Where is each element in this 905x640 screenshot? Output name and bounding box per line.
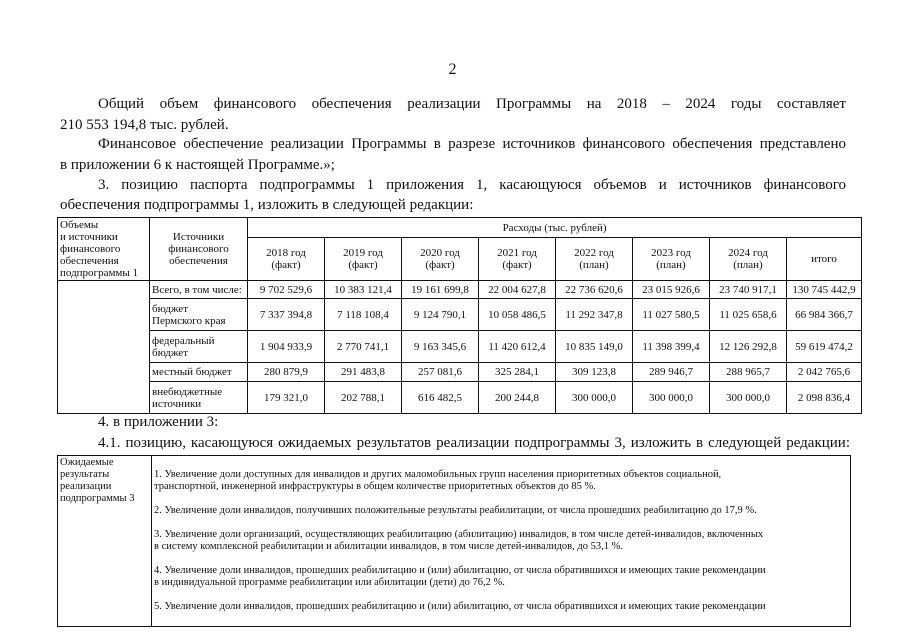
value-cell: 10 058 486,5 bbox=[479, 299, 556, 331]
value-cell: 10 383 121,4 bbox=[325, 281, 402, 299]
column-header: 2023 год (план) bbox=[633, 238, 710, 281]
paragraph-total-funding-line1: Общий объем финансового обеспечения реализации Программы на 2018 – 2024 годы составляет bbox=[98, 96, 846, 112]
value-cell: 59 619 474,2 bbox=[787, 331, 862, 363]
value-cell: 257 081,6 bbox=[402, 363, 479, 382]
value-cell: 300 000,0 bbox=[556, 382, 633, 414]
value-cell: 280 879,9 bbox=[248, 363, 325, 382]
paragraph-item-4-1: 4.1. позицию, касающуюся ожидаемых результатов реализации подпрограммы 3, изложить в следующей редакции: bbox=[98, 435, 850, 451]
value-cell: 300 000,0 bbox=[710, 382, 787, 414]
value-cell: 2 042 765,6 bbox=[787, 363, 862, 382]
value-cell: 22 736 620,6 bbox=[556, 281, 633, 299]
result-item: 3. Увеличение доли организаций, осуществляющих реабилитацию (абилитацию) инвалидов, в том числе детей-инвалидов, включенных в систему комплексной реабилитации и абилитации инвалидов, в том числе детей-инвалидов, до 53,1 %. bbox=[154, 529, 764, 552]
source-label: федеральный бюджет bbox=[150, 331, 248, 363]
value-cell: 11 420 612,4 bbox=[479, 331, 556, 363]
value-cell: 325 284,1 bbox=[479, 363, 556, 382]
paragraph-item-3-line2: обеспечения подпрограммы 1, изложить в следующей редакции: bbox=[60, 197, 474, 213]
paragraph-total-funding-line2: 210 553 194,8 тыс. рублей. bbox=[60, 117, 229, 133]
value-cell: 2 098 836,4 bbox=[787, 382, 862, 414]
table-row bbox=[58, 281, 862, 299]
source-label: местный бюджет bbox=[150, 363, 248, 382]
value-cell: 202 788,1 bbox=[325, 382, 402, 414]
value-cell: 200 244,8 bbox=[479, 382, 556, 414]
finance-table bbox=[57, 217, 862, 414]
value-cell: 300 000,0 bbox=[633, 382, 710, 414]
column-header: 2021 год (факт) bbox=[479, 238, 556, 281]
value-cell: 291 483,8 bbox=[325, 363, 402, 382]
value-cell: 23 740 917,1 bbox=[710, 281, 787, 299]
value-cell: 11 292 347,8 bbox=[556, 299, 633, 331]
paragraph-item-3-line1: 3. позицию паспорта подпрограммы 1 приложения 1, касающуюся объемов и источников финансового bbox=[98, 177, 846, 193]
row-label-cell bbox=[58, 218, 150, 281]
value-cell: 7 337 394,8 bbox=[248, 299, 325, 331]
results-table bbox=[57, 455, 851, 627]
paragraph-funding-sources-line1: Финансовое обеспечение реализации Программы в разрезе источников финансового обеспечения представлено bbox=[98, 136, 846, 152]
value-cell: 288 965,7 bbox=[710, 363, 787, 382]
column-header: 2024 год (план) bbox=[710, 238, 787, 281]
expenses-header: Расходы (тыс. рублей) bbox=[248, 218, 862, 238]
results-label: Ожидаемые результаты реализации подпрограммы 3 bbox=[58, 456, 152, 627]
value-cell: 616 482,5 bbox=[402, 382, 479, 414]
value-cell: 1 904 933,9 bbox=[248, 331, 325, 363]
value-cell: 12 126 292,8 bbox=[710, 331, 787, 363]
value-cell: 130 745 442,9 bbox=[787, 281, 862, 299]
value-cell: 23 015 926,6 bbox=[633, 281, 710, 299]
table-row bbox=[58, 363, 862, 382]
result-item: 4. Увеличение доли инвалидов, прошедших реабилитацию и (или) абилитацию, от числа обратившихся и имеющих такие рекомендации в индивидуальной программе реабилитации или абилитации (дети) до 76,2 %. bbox=[154, 565, 766, 588]
value-cell: 19 161 699,8 bbox=[402, 281, 479, 299]
value-cell: 309 123,8 bbox=[556, 363, 633, 382]
value-cell: 22 004 627,8 bbox=[479, 281, 556, 299]
value-cell: 10 835 149,0 bbox=[556, 331, 633, 363]
source-label: внебюджетные источники bbox=[150, 382, 248, 414]
table-row bbox=[58, 382, 862, 414]
column-header: 2020 год (факт) bbox=[402, 238, 479, 281]
value-cell: 66 984 366,7 bbox=[787, 299, 862, 331]
value-cell: 9 702 529,6 bbox=[248, 281, 325, 299]
source-label: бюджет Пермского края bbox=[150, 299, 248, 331]
paragraph-funding-sources-line2: в приложении 6 к настоящей Программе.»; bbox=[60, 157, 335, 173]
column-header: 2019 год (факт) bbox=[325, 238, 402, 281]
column-header: 2018 год (факт) bbox=[248, 238, 325, 281]
value-cell: 2 770 741,1 bbox=[325, 331, 402, 363]
value-cell: 289 946,7 bbox=[633, 363, 710, 382]
table-row bbox=[58, 331, 862, 363]
paragraph-item-4: 4. в приложении 3: bbox=[98, 414, 219, 430]
table-row bbox=[58, 299, 862, 331]
value-cell: 9 163 345,6 bbox=[402, 331, 479, 363]
value-cell: 11 027 580,5 bbox=[633, 299, 710, 331]
row-label: Объемы и источники финансового обеспечения подпрограммы 1 bbox=[60, 219, 139, 279]
sources-header: Источники финансового обеспечения bbox=[150, 218, 248, 281]
value-cell: 11 398 399,4 bbox=[633, 331, 710, 363]
value-cell: 179 321,0 bbox=[248, 382, 325, 414]
result-item: 5. Увеличение доли инвалидов, прошедших реабилитацию и (или) абилитацию, от числа обратившихся и имеющих такие рекомендации bbox=[154, 601, 766, 612]
result-item: 1. Увеличение доли доступных для инвалидов и других маломобильных групп населения приоритетных объектов социальной, транспортной, инженерной инфраструктуры в общем количестве приоритетных объектов до 85 %. bbox=[154, 469, 722, 492]
value-cell: 7 118 108,4 bbox=[325, 299, 402, 331]
column-header: 2022 год (план) bbox=[556, 238, 633, 281]
page-number: 2 bbox=[448, 61, 457, 78]
source-label: Всего, в том числе: bbox=[150, 281, 248, 299]
column-header: итого bbox=[787, 238, 862, 281]
value-cell: 11 025 658,6 bbox=[710, 299, 787, 331]
results-list bbox=[152, 456, 851, 627]
value-cell: 9 124 790,1 bbox=[402, 299, 479, 331]
result-item: 2. Увеличение доли инвалидов, получивших положительные результаты реабилитации, от числа прошедших реабилитацию до 17,9 %. bbox=[154, 505, 757, 516]
